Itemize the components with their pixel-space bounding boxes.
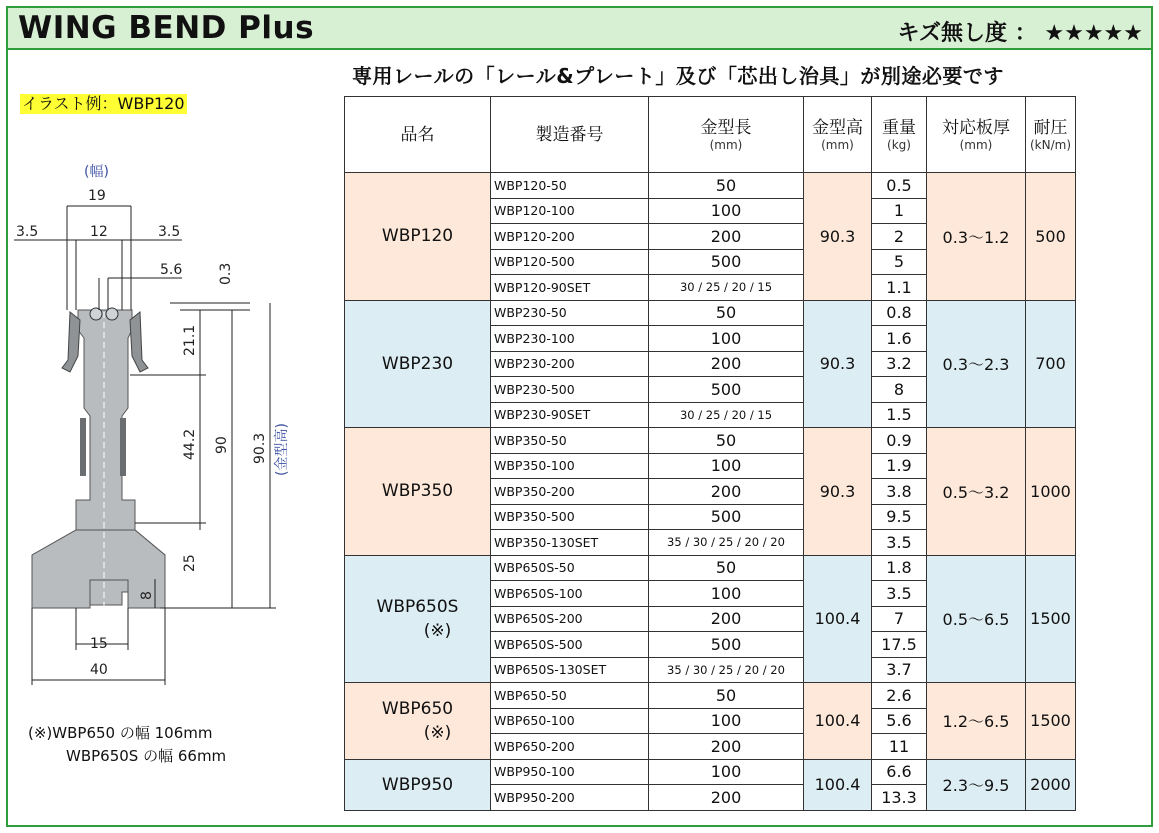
product-name: WBP230 [345, 300, 491, 428]
dimension-lines [14, 206, 276, 685]
product-name: WBP950 [345, 759, 491, 810]
dim-90: 90 [214, 436, 230, 454]
width-label: (幅) [84, 164, 109, 180]
illustration-label: イラスト例：WBP120 [22, 94, 185, 113]
serial-number: WBP650S-50 [491, 555, 649, 581]
serial-number: WBP230-200 [491, 351, 649, 377]
die-length: 50 [649, 555, 804, 581]
weight: 2 [872, 224, 927, 250]
required-accessories-notice: 専用レールの「レール&プレート」及び「芯出し治具」が別途必要です [352, 64, 1004, 88]
die-length: 500 [649, 632, 804, 658]
table-row [345, 173, 1076, 199]
die-length: 50 [649, 683, 804, 709]
die-length: 100 [649, 198, 804, 224]
die-length: 100 [649, 759, 804, 785]
page-title: WING BEND Plus [18, 10, 315, 46]
serial-number: WBP230-100 [491, 326, 649, 352]
header-length: 金型長 (mm) [649, 97, 804, 173]
die-length: 30 / 25 / 20 / 15 [649, 275, 804, 301]
footnote-line-1: (※)WBP650 の幅 106mm [28, 724, 213, 742]
die-length: 200 [649, 224, 804, 250]
plate-thickness: 0.3～1.2 [927, 173, 1026, 301]
die-height: 100.4 [804, 683, 872, 760]
weight: 1.5 [872, 402, 927, 428]
header-serial: 製造番号 [491, 97, 649, 173]
weight: 0.5 [872, 173, 927, 199]
weight: 1 [872, 198, 927, 224]
footnote-line-2: WBP650S の幅 66mm [66, 747, 227, 765]
die-length: 200 [649, 351, 804, 377]
weight: 6.6 [872, 759, 927, 785]
serial-number: WBP650S-200 [491, 606, 649, 632]
header-height: 金型高 (mm) [804, 97, 872, 173]
serial-number: WBP120-200 [491, 224, 649, 250]
plate-thickness: 0.5～6.5 [927, 555, 1026, 683]
table-row [345, 428, 1076, 454]
header-thickness: 対応板厚 (mm) [927, 97, 1026, 173]
die-length: 50 [649, 300, 804, 326]
header-pressure: 耐圧 (kN/m) [1026, 97, 1076, 173]
die-length: 200 [649, 479, 804, 505]
weight: 3.5 [872, 530, 927, 556]
weight: 0.8 [872, 300, 927, 326]
scratch-free-rating: キズ無し度 ： ★★★★★ [897, 21, 1143, 46]
die-length: 50 [649, 173, 804, 199]
dim-90-3: 90.3 [252, 432, 268, 464]
weight: 5.6 [872, 708, 927, 734]
serial-number: WBP120-500 [491, 249, 649, 275]
table-row [345, 300, 1076, 326]
dim-5-6: 5.6 [160, 262, 183, 278]
weight: 1.1 [872, 275, 927, 301]
serial-number: WBP120-100 [491, 198, 649, 224]
table-header-row [345, 97, 1076, 173]
serial-number: WBP120-50 [491, 173, 649, 199]
die-length: 100 [649, 326, 804, 352]
die-length: 500 [649, 377, 804, 403]
die-length: 200 [649, 785, 804, 811]
serial-number: WBP650-200 [491, 734, 649, 760]
dim-19: 19 [88, 188, 106, 204]
die-length: 100 [649, 453, 804, 479]
dim-0-3: 0.3 [218, 262, 234, 285]
serial-number: WBP650S-100 [491, 581, 649, 607]
pressure-rating: 700 [1026, 300, 1076, 428]
die-profile [32, 272, 165, 620]
plate-thickness: 2.3～9.5 [927, 759, 1026, 810]
weight: 9.5 [872, 504, 927, 530]
die-height: 90.3 [804, 428, 872, 556]
serial-number: WBP950-200 [491, 785, 649, 811]
die-length: 200 [649, 606, 804, 632]
weight: 1.9 [872, 453, 927, 479]
plate-thickness: 1.2～6.5 [927, 683, 1026, 760]
header-bar [8, 8, 1151, 50]
weight: 0.9 [872, 428, 927, 454]
pressure-rating: 1000 [1026, 428, 1076, 556]
header-weight: 重量 (kg) [872, 97, 927, 173]
product-name: WBP120 [345, 173, 491, 301]
dim-3-5-right: 3.5 [158, 224, 181, 240]
die-height: 100.4 [804, 759, 872, 810]
table-row [345, 555, 1076, 581]
die-height: 100.4 [804, 555, 872, 683]
die-length: 500 [649, 249, 804, 275]
die-height: 90.3 [804, 173, 872, 301]
serial-number: WBP350-100 [491, 453, 649, 479]
dim-15: 15 [90, 636, 108, 652]
weight: 3.2 [872, 351, 927, 377]
weight: 1.6 [872, 326, 927, 352]
die-length: 35 / 30 / 25 / 20 / 20 [649, 657, 804, 683]
weight: 3.7 [872, 657, 927, 683]
serial-number: WBP120-90SET [491, 275, 649, 301]
serial-number: WBP350-500 [491, 504, 649, 530]
header-name: 品名 [345, 97, 491, 173]
dim-25: 25 [182, 554, 198, 572]
weight: 11 [872, 734, 927, 760]
die-length: 100 [649, 581, 804, 607]
table-row [345, 759, 1076, 785]
serial-number: WBP950-100 [491, 759, 649, 785]
pressure-rating: 2000 [1026, 759, 1076, 810]
serial-number: WBP650S-130SET [491, 657, 649, 683]
weight: 13.3 [872, 785, 927, 811]
die-length: 200 [649, 734, 804, 760]
tool-cross-section-drawing [10, 160, 330, 700]
serial-number: WBP350-200 [491, 479, 649, 505]
plate-thickness: 0.3～2.3 [927, 300, 1026, 428]
die-length: 500 [649, 504, 804, 530]
serial-number: WBP650-100 [491, 708, 649, 734]
height-label: (金型高) [274, 423, 290, 476]
pressure-rating: 1500 [1026, 683, 1076, 760]
die-height: 90.3 [804, 300, 872, 428]
weight: 2.6 [872, 683, 927, 709]
product-name: WBP650S (※) [345, 555, 491, 683]
weight: 17.5 [872, 632, 927, 658]
serial-number: WBP230-50 [491, 300, 649, 326]
weight: 3.8 [872, 479, 927, 505]
weight: 7 [872, 606, 927, 632]
spec-table-body [345, 173, 1076, 811]
spec-table [344, 96, 1076, 811]
dim-44-2: 44.2 [182, 428, 198, 460]
serial-number: WBP350-50 [491, 428, 649, 454]
footnote [28, 722, 226, 768]
table-row [345, 683, 1076, 709]
dim-12: 12 [90, 224, 108, 240]
dim-21-1: 21.1 [182, 324, 198, 356]
die-length: 50 [649, 428, 804, 454]
serial-number: WBP350-130SET [491, 530, 649, 556]
pressure-rating: 500 [1026, 173, 1076, 301]
dim-40: 40 [90, 662, 108, 678]
product-name: WBP350 [345, 428, 491, 556]
pressure-rating: 1500 [1026, 555, 1076, 683]
weight: 1.8 [872, 555, 927, 581]
weight: 8 [872, 377, 927, 403]
die-length: 35 / 30 / 25 / 20 / 20 [649, 530, 804, 556]
weight: 3.5 [872, 581, 927, 607]
plate-thickness: 0.5～3.2 [927, 428, 1026, 556]
dim-3-5-left: 3.5 [16, 224, 39, 240]
serial-number: WBP650S-500 [491, 632, 649, 658]
die-length: 100 [649, 708, 804, 734]
serial-number: WBP230-500 [491, 377, 649, 403]
dim-8: 8 [139, 591, 155, 600]
die-length: 30 / 25 / 20 / 15 [649, 402, 804, 428]
serial-number: WBP230-90SET [491, 402, 649, 428]
weight: 5 [872, 249, 927, 275]
product-name: WBP650 (※) [345, 683, 491, 760]
serial-number: WBP650-50 [491, 683, 649, 709]
